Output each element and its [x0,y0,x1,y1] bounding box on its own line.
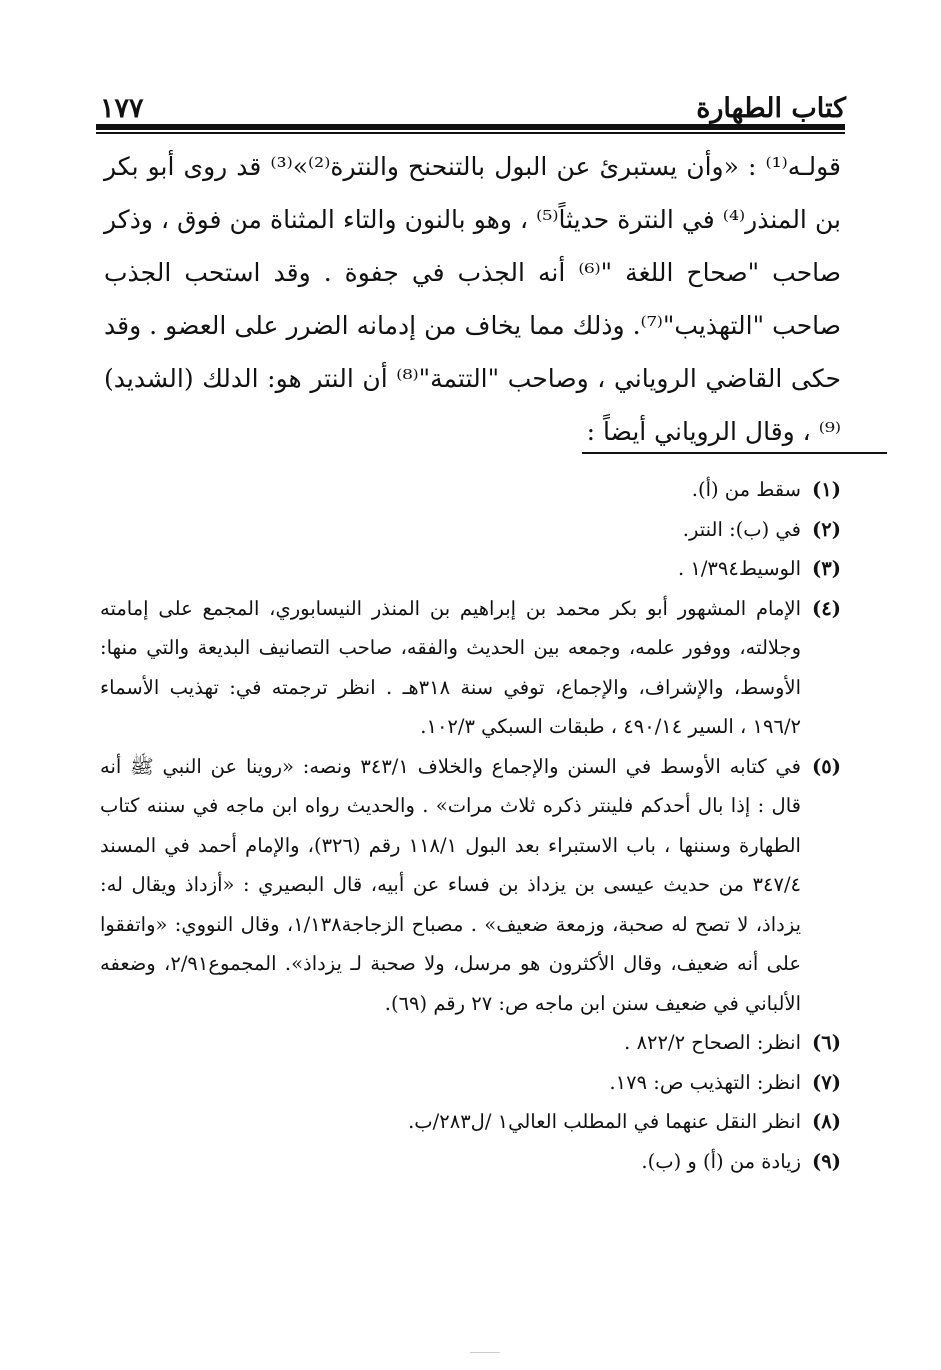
footnote-text: في كتابه الأوسط في السنن والإجماع والخلاف ٣٤٣/١ ونصه: «روينا عن النبي ﷺ أنه قال : إذا بال أحدكم فلينتر ذكره ثلاث مرات» . والحديث رواه ابن ماجه في سننه كتاب الطهارة وسننها ، باب الاستبراء بعد البول ١١٨/١ رقم (٣٢٦)، والإمام أحمد في المسند ٣٤٧/٤ من حديث عيسى بن يزداذ بن فساء عن أبيه، قال البصيري : «أزداذ ويقال له: يزداذ، لا تصح له صحبة، وزمعة ضعيف» . مصباح الزجاجة١/١٣٨، وقال النووي: «واتفقوا على أنه ضعيف، وقال الأكثرون هو مرسل، ولا صحبة لـ يزداذ». المجموع٢/٩١، وضعفه الألباني في ضعيف سنن ابن ماجه ص: ٢٧ رقم (٦٩). [100,754,802,1015]
footnote-number: (٤) [812,596,841,620]
footnote-text: زيادة من (أ) و (ب). [641,1149,801,1173]
footnote-text: انظر: التهذيب ص: ١٧٩. [609,1070,801,1094]
header-rule [96,124,845,130]
footnote [100,589,841,747]
scan-mark [470,1352,500,1353]
footnote-number: (١) [812,478,841,501]
footnote-text: سقط من (أ). [691,478,801,501]
footnote-text: انظر النقل عنهما في المطلب العالي١ /ل٢٨٣/ب. [408,1110,801,1133]
header-rule-thin [96,132,845,134]
footnote-separator [582,452,887,454]
footnote [100,1102,841,1142]
footnote-text: في (ب): النتر. [682,517,801,541]
footnote-text: الوسيط١/٣٩٤ . [677,557,801,580]
footnote-number: (٣) [812,557,841,580]
footnote [100,549,841,589]
footnote-number: (٦) [812,1031,841,1054]
page-header [100,84,846,124]
footnote-text: انظر: الصحاح ٨٢٢/٢ . [624,1031,801,1054]
footnote-number: (٢) [812,517,841,541]
footnotes [100,470,841,1181]
footnote [100,470,841,510]
footnote-text: الإمام المشهور أبو بكر محمد بن إبراهيم بن المنذر النيسابوري، المجمع على إمامته وجلالته، ووفور علمه، وجمعه بين الحديث والفقه، صاحب التصانيف البديعة والتي منها: الأوسط، والإشراف، والإجماع، توفي سنة ٣١٨هـ . انظر ترجمته في: تهذيب الأسماء ١٩٦/٢ ، السير ٤٩٠/١٤ ، طبقات السبكي ١٠٢/٣. [100,596,801,738]
footnote-number: (٧) [812,1070,841,1094]
footnote [100,1023,841,1063]
footnote-number: (٥) [812,754,841,778]
footnote [100,510,841,550]
main-text [104,140,841,458]
page-number: ١٧٧ [100,93,144,124]
footnote [100,747,841,1024]
chapter-title: كتاب الطهارة [696,93,846,124]
footnote-number: (٩) [812,1149,841,1173]
footnote [100,1142,841,1182]
footnote-number: (٨) [812,1110,841,1133]
main-paragraph: قولـه⁽¹⁾ : «وأن يستبرئ عن البول بالتنحنح والنترة⁽²⁾»⁽³⁾ قد روى أبو بكر بن المنذر⁽⁴⁾ في النترة حديثاً⁽⁵⁾ ، وهو بالنون والتاء المثناة من فوق ، وذكر صاحب "صحاح اللغة "⁽⁶⁾ أنه الجذب في جفوة . وقد استحب الجذب صاحب "التهذيب"⁽⁷⁾. وذلك مما يخاف من إدمانه الضرر على العضو . وقد حكى القاضي الروياني ، وصاحب "التتمة"⁽⁸⁾ أن النتر هو: الدلك (الشديد)⁽⁹⁾ ، وقال الروياني أيضاً : [104,152,841,446]
footnote [100,1063,841,1103]
